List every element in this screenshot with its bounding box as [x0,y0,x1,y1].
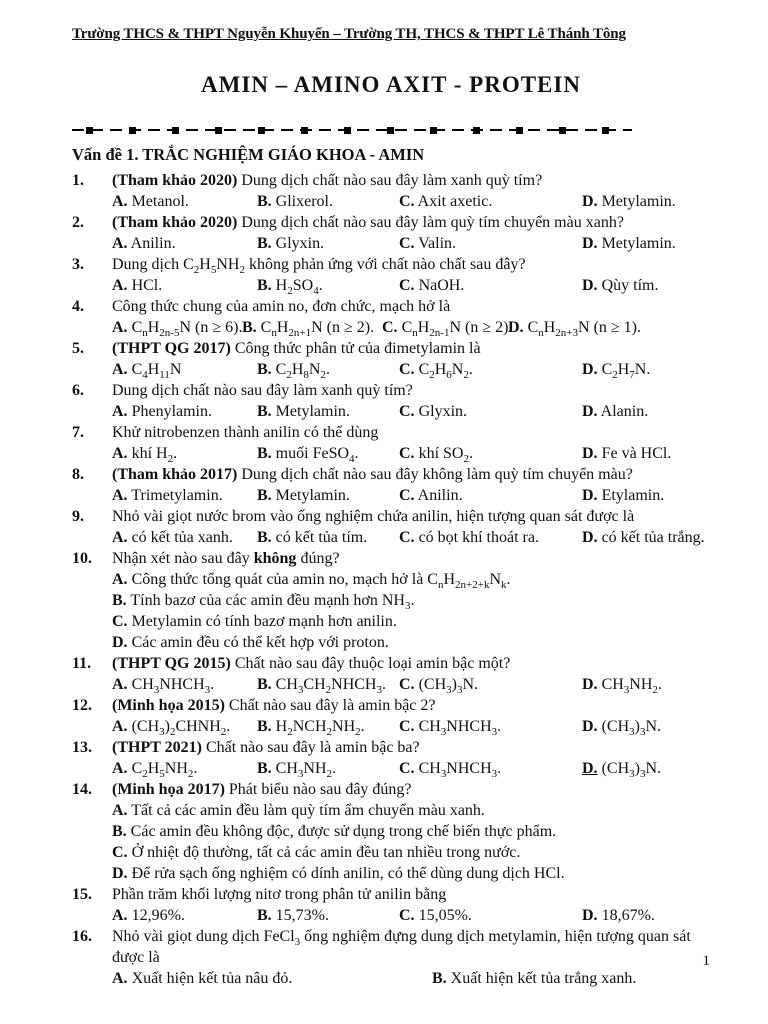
option: C. 15,05%. [399,907,472,924]
question-number: 1. [72,172,84,189]
question [72,884,710,926]
question [72,779,710,884]
option: A. 12,96%. [112,907,185,924]
page-number: 1 [702,953,710,969]
option: A. HCl. [112,277,163,294]
question-number: 11. [72,655,92,672]
question [72,653,710,695]
question-line [72,212,710,233]
options-row [112,233,710,254]
option: D. $(CH_3)_3N$. [582,760,662,781]
option: C. $CH_3NHCH_3$. [399,760,502,781]
school-header: Trường THCS & THPT Nguyễn Khuyến – Trường TH, THCS & THPT Lê Thánh Tông [72,26,626,42]
option: D. $C_2H_7N$. [582,361,651,382]
option: C. Glyxin. [399,403,468,420]
option: C. $C_nH_{2n-1}N$ (n ≥ 2). [382,319,513,340]
question [72,422,710,464]
question [72,464,710,506]
options-row [112,275,710,296]
question-line [72,338,710,359]
question-text: Công thức chung của amin no, đơn chức, mạch hở là [112,298,451,315]
option: D. Metylamin. [582,193,676,210]
section-heading: Vấn đề 1. TRẮC NGHIỆM GIÁO KHOA - AMIN [72,145,425,164]
option: A. Trimetylamin. [112,487,223,504]
option: B. có kết tủa tím. [257,529,368,546]
option: D. Các amin đều có thể kết hợp với proton. [112,634,389,651]
decorative-divider [72,124,632,137]
question [72,170,710,212]
option: D. 18,67%. [582,907,655,924]
option: B. $H_2SO_4$. [257,277,323,298]
question-number: 14. [72,781,92,798]
option: C. khí $SO_2$. [399,445,473,466]
question-text: Dung dịch $C_2H_5NH_2$ không phản ứng với chất nào chất sau đây? [112,256,526,277]
question-number: 12. [72,697,92,714]
options-row [112,716,710,737]
options-row [112,485,710,506]
option: B. Xuất hiện kết tủa trắng xanh. [432,970,637,987]
options-row [112,674,710,695]
option: A. $C_nH_{2n-5}N$ (n ≥ 6). [112,319,243,340]
option: A. Công thức tổng quát của amin no, mạch hở là $C_nH_{2n+2+k}N_k$. [112,571,511,592]
question [72,254,710,296]
option: D. $C_nH_{2n+3}N$ (n ≥ 1). [508,319,642,340]
option: C. có bọt khí thoát ra. [399,529,539,546]
option: D. có kết tủa trắng. [582,529,705,546]
question-text: (Tham khảo 2017) Dung dịch chất nào sau đây không làm quỳ tím chuyển màu? [112,466,633,483]
option: B. Tính bazơ của các amin đều mạnh hơn $NH_3$. [112,592,415,613]
question-line [72,170,710,191]
option: C. $(CH_3)_3N$. [399,676,479,697]
question-line [72,506,710,527]
question-line [72,926,710,968]
question-line [72,254,710,275]
question [72,548,710,653]
options-row [112,527,710,548]
question-line [72,695,710,716]
option: A. Metanol. [112,193,189,210]
question-text: Phần trăm khối lượng nitơ trong phân tử anilin bằng [112,886,447,903]
option: A. Xuất hiện kết tủa nâu đỏ. [112,970,293,987]
question-number: 3. [72,256,84,273]
option: D. Qùy tím. [582,277,659,294]
question-line [72,779,710,800]
option: A. $(CH_3)_2CHNH_2$. [112,718,231,739]
option: A. $C_4H_{11}N$ [112,361,182,382]
question-text: (THPT QG 2015) Chất nào sau đây thuộc loại amin bậc một? [112,655,511,672]
question [72,338,710,380]
options-row [112,191,710,212]
option: A. Anilin. [112,235,176,252]
option: B. Metylamin. [257,403,350,420]
option: A. Tất cả các amin đều làm quỳ tím ẩm chuyển màu xanh. [112,802,485,819]
question-number: 9. [72,508,84,525]
options-row [112,359,710,380]
question-list [72,170,710,989]
question [72,296,710,338]
option: A. khí $H_2$. [112,445,178,466]
options-row [112,968,710,989]
option: B. $C_2H_8N_2$. [257,361,330,382]
question-text: Khử nitrobenzen thành anilin có thể dùng [112,424,379,441]
option: D. $CH_3NH_2$. [582,676,662,697]
option: C. $C_2H_6N_2$. [399,361,473,382]
question-number: 4. [72,298,84,315]
option: B. 15,73%. [257,907,329,924]
option: C. Anilin. [399,487,463,504]
option: C. NaOH. [399,277,465,294]
options-row [112,758,710,779]
question [72,695,710,737]
option: B. $CH_3NH_2$. [257,760,337,781]
question-text: (Minh họa 2017) Phát biểu nào sau đây đúng? [112,781,412,798]
question-line [72,380,710,401]
question-line [72,548,710,569]
option: B. Metylamin. [257,487,350,504]
question [72,737,710,779]
option: C. $CH_3NHCH_3$. [399,718,502,739]
question-text: Nhỏ vài giọt nước brom vào ống nghiệm chứa anilin, hiện tượng quan sát được là [112,508,635,525]
question-text: (THPT 2021) Chất nào sau đây là amin bậc ba? [112,739,420,756]
question-text: (Minh họa 2015) Chất nào sau đây là amin bậc 2? [112,697,436,714]
question [72,506,710,548]
question-line [72,737,710,758]
question-text: (Tham khảo 2020) Dung dịch chất nào sau đây làm xanh quỳ tím? [112,172,543,189]
question-line [72,653,710,674]
question [72,926,710,989]
option: C. Metylamin có tính bazơ mạnh hơn anilin. [112,613,397,630]
question-number: 8. [72,466,84,483]
question-number: 13. [72,739,92,756]
question-line [72,464,710,485]
option: D. Metylamin. [582,235,676,252]
option: C. Valin. [399,235,457,252]
question-text: (THPT QG 2017) Công thức phân tử của đimetylamin là [112,340,481,357]
option: A. Phenylamin. [112,403,212,420]
options-row [112,401,710,422]
question-text: Nhỏ vài giọt dung dịch FeCl$_3$ ống nghiệm đựng dung dịch metylamin, hiện tượng quan sát được là [112,928,691,966]
option: C. Axit axetic. [399,193,493,210]
question-number: 2. [72,214,84,231]
question [72,380,710,422]
option: B. Glixerol. [257,193,333,210]
question-number: 6. [72,382,84,399]
question-line [72,296,710,317]
option: B. Glyxin. [257,235,325,252]
question-number: 7. [72,424,84,441]
option: A. $CH_3NHCH_3$. [112,676,215,697]
option: A. có kết tủa xanh. [112,529,233,546]
question-number: 10. [72,550,92,567]
question-line [72,422,710,443]
option: B. muối FeSO$_4$. [257,445,359,466]
option: D. Fe và HCl. [582,445,672,462]
options-row [112,443,710,464]
option: D. Etylamin. [582,487,665,504]
options-row [112,905,710,926]
option: B. $CH_3CH_2NHCH_3$. [257,676,386,697]
option: B. $C_nH_{2n+1}N$ (n ≥ 2). [242,319,375,340]
option: A. $C_2H_5NH_2$. [112,760,198,781]
document-title: AMIN – AMINO AXIT - PROTEIN [201,72,581,97]
question-number: 15. [72,886,92,903]
option: D. $(CH_3)_3N$. [582,718,662,739]
question-number: 16. [72,928,92,945]
question-text: Dung dịch chất nào sau đây làm xanh quỳ tím? [112,382,413,399]
option: D. Alanin. [582,403,649,420]
option: B. Các amin đều không độc, được sử dụng trong chế biến thực phẩm. [112,823,557,840]
question-line [72,884,710,905]
question [72,212,710,254]
option: B. $H_2NCH_2NH_2$. [257,718,365,739]
option: D. Để rửa sạch ống nghiệm có dính anilin, có thể dùng dung dịch HCl. [112,865,565,882]
question-number: 5. [72,340,84,357]
question-text: Nhận xét nào sau đây không đúng? [112,550,340,567]
question-text: (Tham khảo 2020) Dung dịch chất nào sau đây làm quỳ tím chuyển màu xanh? [112,214,624,231]
options-row [112,317,710,338]
option: C. Ở nhiệt độ thường, tất cả các amin đều tan nhiều trong nước. [112,844,521,861]
